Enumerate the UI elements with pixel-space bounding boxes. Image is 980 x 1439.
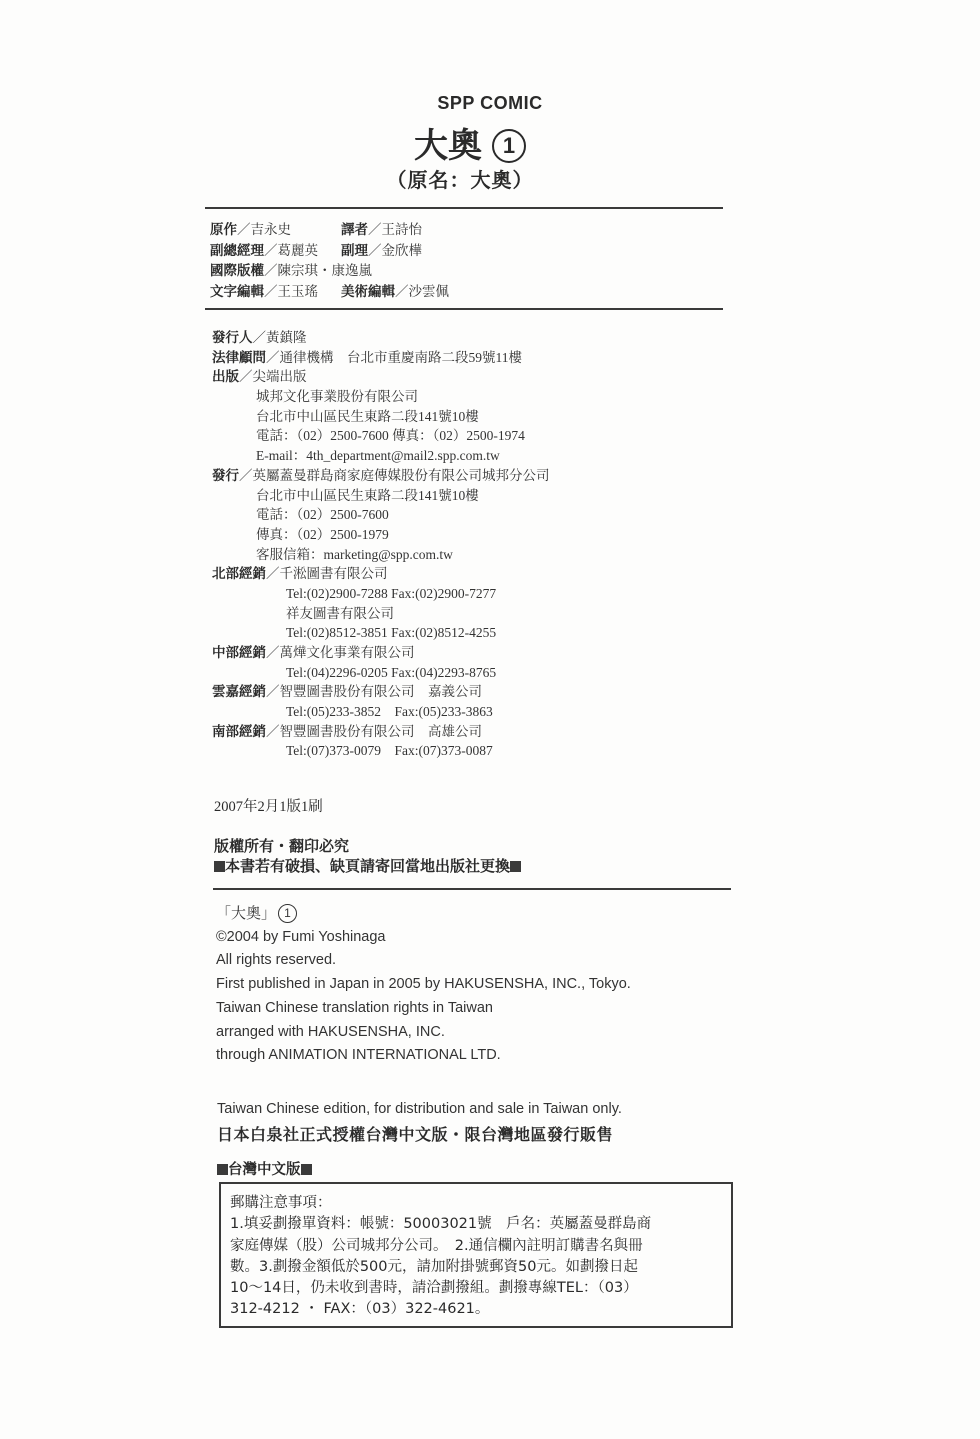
mail-order-notice-box bbox=[219, 1182, 733, 1328]
distribution-line: 發行／英屬蓋曼群島商家庭傳媒股份有限公司城邦分公司 bbox=[212, 467, 550, 484]
publishing-detail: 電話：（02）2500-7600 傳真：（02）2500-1974 bbox=[256, 428, 525, 444]
distribution-detail: 傳真：（02）2500-1979 bbox=[256, 526, 389, 542]
copyright-line: through ANIMATION INTERNATIONAL LTD. bbox=[216, 1047, 501, 1064]
copyright-line: Taiwan Chinese translation rights in Taiwan bbox=[216, 999, 493, 1016]
publisher-info bbox=[212, 328, 550, 761]
square-bullet-icon bbox=[214, 861, 225, 872]
distribution-detail: 台北市中山區民生東路二段141號10樓 bbox=[256, 487, 479, 503]
rights-line-1: 版權所有・翻印必究 bbox=[214, 837, 350, 855]
jp-title-line: 「大奧」 1 bbox=[216, 902, 631, 926]
mail-order-line: 312-4212 ・ FAX：（03）322-4621。 bbox=[230, 1301, 490, 1318]
mail-order-title: 郵購注意事項： bbox=[230, 1195, 332, 1211]
credit-row: 副總經理／葛麗英 副理／金欣樺 bbox=[210, 242, 422, 259]
taiwan-edition-label: 台灣中文版 bbox=[217, 1158, 312, 1179]
edition-info: 2007年2月1版1刷 bbox=[214, 799, 323, 815]
copyright-line: ©2004 by Fumi Yoshinaga bbox=[216, 928, 386, 945]
issuer-line: 發行人／黃鎮隆 bbox=[212, 330, 307, 346]
credit-row: 國際版權／陳宗琪・康逸嵐 bbox=[210, 263, 372, 279]
english-copyright bbox=[216, 902, 631, 1068]
taiwan-edition-english: Taiwan Chinese edition, for distribution and sale in Taiwan only. bbox=[217, 1101, 622, 1117]
divider-3 bbox=[213, 888, 731, 890]
dealer-detail: Tel:(07)373-0079 Fax:(07)373-0087 bbox=[286, 743, 493, 759]
square-bullet-icon bbox=[510, 861, 521, 872]
publishing-line: 出版／尖端出版 bbox=[212, 369, 307, 386]
series-name: SPP COMIC bbox=[437, 93, 543, 113]
volume-number-small: 1 bbox=[278, 904, 297, 923]
dealer-chiayi: 雲嘉經銷／智豐圖書股份有限公司 嘉義公司 bbox=[212, 684, 482, 701]
dealer-detail: Tel:(04)2296-0205 Fax:(04)2293-8765 bbox=[286, 664, 497, 680]
copyright-line: All rights reserved. bbox=[216, 952, 337, 969]
distribution-email: 客服信箱：marketing@spp.com.tw bbox=[256, 546, 453, 562]
legal-line: 法律顧問／通律機構 台北市重慶南路二段59號11樓 bbox=[212, 349, 522, 366]
publishing-detail: 台北市中山區民生東路二段141號10樓 bbox=[256, 408, 479, 424]
dealer-detail: 祥友圖書有限公司 bbox=[286, 605, 394, 621]
staff-credits bbox=[210, 220, 449, 302]
book-title-text: 大奧 bbox=[414, 126, 482, 166]
book-title bbox=[0, 118, 940, 167]
copyright-line: First published in Japan in 2005 by HAKUSENSHA, INC., Tokyo. bbox=[216, 976, 631, 993]
publishing-email: E-mail：4th_department@mail2.spp.com.tw bbox=[256, 448, 500, 464]
volume-number: 1 bbox=[492, 129, 526, 163]
credit-row: 文字編輯／王玉瑤 美術編輯／沙雲佩 bbox=[210, 283, 449, 300]
divider-2 bbox=[205, 308, 723, 310]
distribution-detail: 電話：（02）2500-7600 bbox=[256, 507, 389, 523]
dealer-north: 北部經銷／千淞圖書有限公司 bbox=[212, 566, 388, 583]
dealer-detail: Tel:(05)233-3852 Fax:(05)233-3863 bbox=[286, 704, 493, 720]
dealer-detail: Tel:(02)2900-7288 Fax:(02)2900-7277 bbox=[286, 585, 497, 601]
original-name: （原名：大奧） bbox=[386, 168, 534, 192]
square-bullet-icon bbox=[301, 1164, 312, 1175]
dealer-south: 南部經銷／智豐圖書股份有限公司 高雄公司 bbox=[212, 723, 482, 740]
mail-order-line: 數。3.劃撥金額低於500元，請加附掛號郵資50元。如劃撥日起 bbox=[230, 1258, 638, 1275]
mail-order-line: 1.填妥劃撥單資料：帳號：50003021號 戶名：英屬蓋曼群島商 bbox=[230, 1216, 652, 1233]
square-bullet-icon bbox=[217, 1164, 228, 1175]
dealer-central: 中部經銷／萬燁文化事業有限公司 bbox=[212, 645, 415, 661]
mail-order-line: 10～14日，仍未收到書時，請洽劃撥組。劃撥專線TEL：（03） bbox=[230, 1280, 638, 1297]
credit-row: 原作／吉永史 譯者／王詩怡 bbox=[210, 222, 422, 238]
copyright-line: arranged with HAKUSENSHA, INC. bbox=[216, 1023, 445, 1040]
divider-1 bbox=[205, 207, 723, 209]
mail-order-line: 家庭傳媒（股）公司城邦分公司。 2.通信欄內註明訂購書名與冊 bbox=[230, 1237, 643, 1254]
rights-notice bbox=[214, 836, 521, 876]
authorization-notice: 日本白泉社正式授權台灣中文版・限台灣地區發行販售 bbox=[217, 1125, 614, 1144]
rights-line-2: 本書若有破損、缺頁請寄回當地出版社更換 bbox=[214, 856, 521, 876]
publishing-detail: 城邦文化事業股份有限公司 bbox=[256, 389, 418, 405]
dealer-detail: Tel:(02)8512-3851 Fax:(02)8512-4255 bbox=[286, 625, 497, 641]
